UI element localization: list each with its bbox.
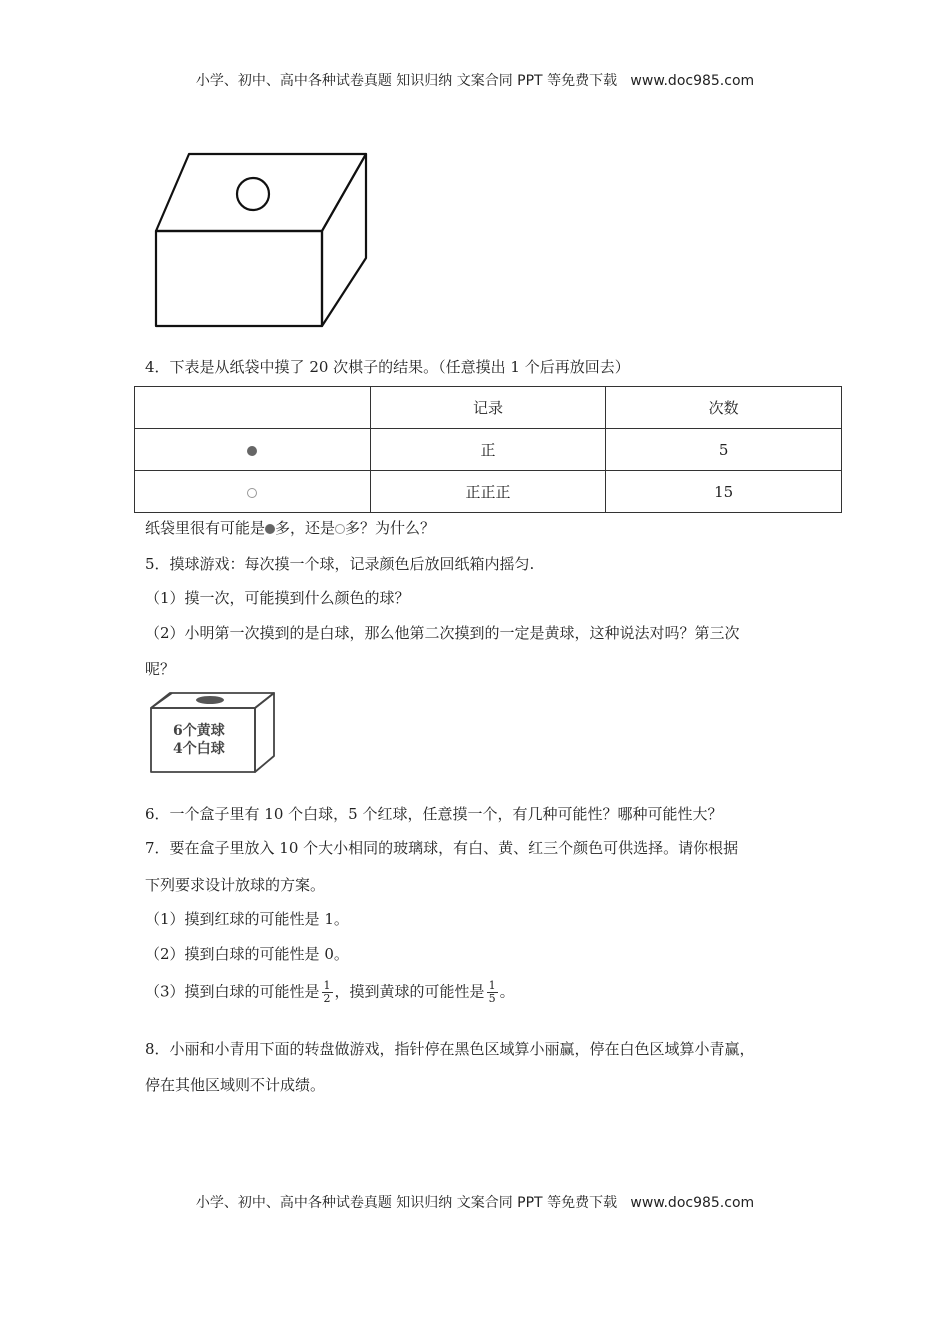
- box-side-face: [322, 154, 366, 326]
- fraction-numerator: 1: [488, 979, 496, 992]
- q7-sub2: （2）摸到白球的可能性是 0。: [145, 945, 349, 963]
- table-cell: 正正正: [370, 471, 606, 513]
- q7-sub1: （1）摸到红球的可能性是 1。: [145, 910, 349, 928]
- table-cell-chip: [135, 429, 371, 471]
- page-footer: 小学、初中、高中各种试卷真题 知识归纳 文案合同 PPT 等免费下载 www.doc985.com: [195, 1195, 755, 1211]
- table-header-cell: [135, 387, 371, 429]
- table-header-row: [135, 387, 842, 429]
- white-chip-icon: [335, 524, 345, 534]
- fraction-one-half: [322, 980, 333, 1005]
- q7-title-line2: 下列要求设计放球的方案。: [145, 876, 326, 894]
- box-front-face: [156, 231, 322, 326]
- fraction-denominator: 2: [323, 992, 331, 1005]
- table-cell: 5: [606, 429, 842, 471]
- q5-title: 5．摸球游戏：每次摸一个球，记录颜色后放回纸箱内摇匀.: [145, 555, 535, 573]
- table-row: [135, 471, 842, 513]
- fraction-denominator: 5: [488, 992, 496, 1005]
- box-label-white: 4个白球: [173, 741, 225, 757]
- table-header-cell: 记录: [370, 387, 606, 429]
- table-cell-chip: [135, 471, 371, 513]
- black-chip-icon: [247, 446, 257, 456]
- black-chip-icon: [265, 524, 275, 534]
- q7-sub3-text: 。: [499, 982, 515, 1001]
- q7-sub3-text: ，摸到黄球的可能性是: [334, 982, 485, 1001]
- box-top-face: [156, 154, 366, 231]
- slot-icon: [196, 696, 224, 704]
- page-header: 小学、初中、高中各种试卷真题 知识归纳 文案合同 PPT 等免费下载 www.doc985.com: [195, 73, 755, 89]
- q8-line2: 停在其他区域则不计成绩。: [145, 1076, 326, 1094]
- fraction-one-fifth: [487, 980, 498, 1005]
- record-table: [134, 386, 842, 513]
- box-figure-round-hole: [150, 148, 372, 333]
- table-header-cell: 次数: [606, 387, 842, 429]
- table-row: [135, 429, 842, 471]
- q4-question-text: 纸袋里很有可能是: [145, 519, 266, 537]
- q4-title: 4．下表是从纸袋中摸了 20 次棋子的结果。（任意摸出 1 个后再放回去）: [145, 358, 630, 376]
- q4-question-text: 多？为什么？: [345, 519, 436, 537]
- ball-box-figure: [148, 690, 278, 780]
- q4-question: [145, 517, 435, 538]
- fraction-numerator: 1: [323, 979, 331, 992]
- q7-sub3-text: （3）摸到白球的可能性是: [145, 982, 320, 1001]
- q5-sub1: （1）摸一次，可能摸到什么颜色的球？: [145, 589, 410, 607]
- round-hole: [237, 178, 269, 210]
- q5-sub2-line1: （2）小明第一次摸到的是白球，那么他第二次摸到的一定是黄球，这种说法对吗？第三次: [145, 624, 740, 642]
- box-label-yellow: 6个黄球: [173, 723, 225, 739]
- white-chip-icon: [247, 488, 257, 498]
- q4-question-text: 多，还是: [275, 519, 336, 537]
- q5-sub2-line2: 呢？: [145, 660, 176, 678]
- table-cell: 正: [370, 429, 606, 471]
- table-cell: 15: [606, 471, 842, 513]
- q8-line1: 8．小丽和小青用下面的转盘做游戏，指针停在黑色区域算小丽赢，停在白色区域算小青赢，: [145, 1040, 755, 1058]
- q6-title: 6．一个盒子里有 10 个白球，5 个红球，任意摸一个，有几种可能性？哪种可能性大？: [145, 805, 723, 823]
- q7-sub3: [145, 980, 515, 1005]
- q7-title-line1: 7．要在盒子里放入 10 个大小相同的玻璃球，有白、黄、红三个颜色可供选择。请你根据: [145, 839, 739, 857]
